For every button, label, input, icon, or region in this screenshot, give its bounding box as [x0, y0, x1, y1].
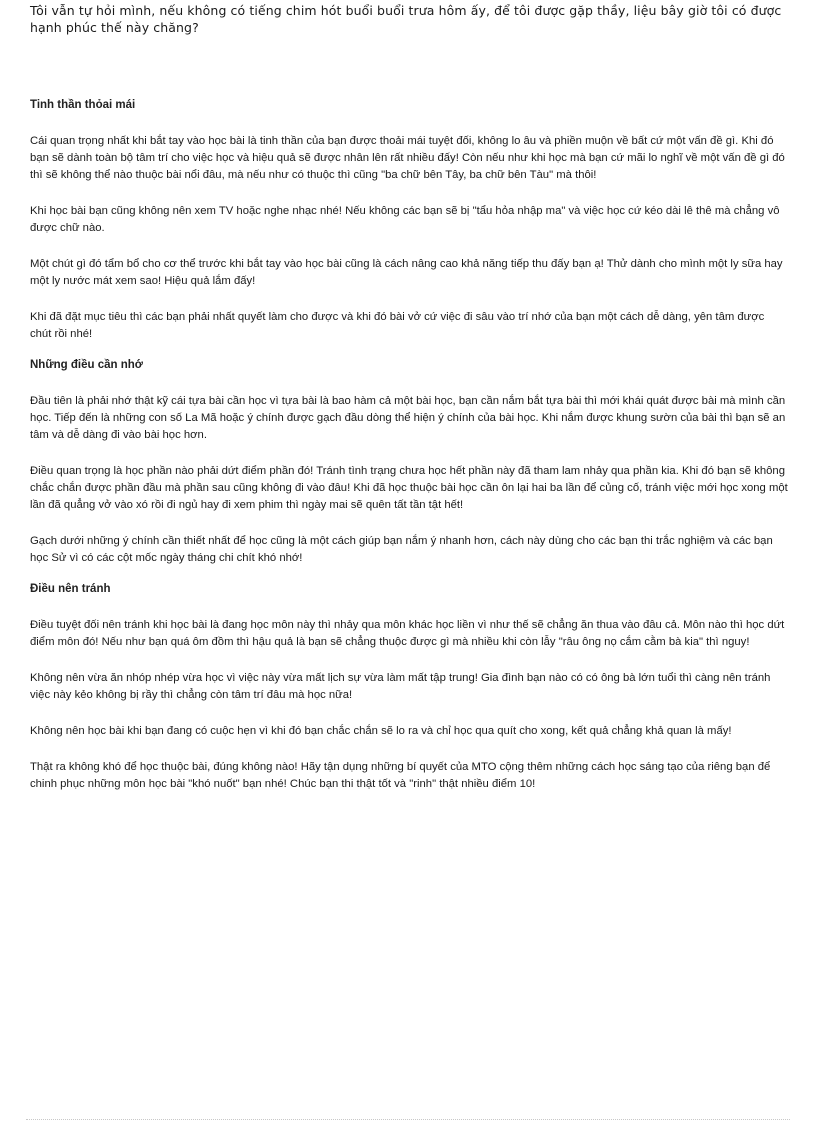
body-paragraph: Gạch dưới những ý chính cần thiết nhất để học cũng là một cách giúp bạn nắm ý nhanh hơn, cách này dùng cho các bạn thi trắc nghiệm và các bạn học Sử vì có các cột mốc ngày tháng chi chít khó nhớ!: [30, 535, 773, 564]
body-paragraph: Cái quan trọng nhất khi bắt tay vào học bài là tinh thần của bạn được thoải mái tuyệt đối, không lo âu và phiền muộn về bất cứ một vấn đề gì. Khi đó bạn sẽ dành toàn bộ tâm trí cho việc học và hiệu quả sẽ được nhân lên rất nhiều đấy! Còn nếu như khi học mà bạn cứ mãi lo nghĩ về một vấn đề gì đó thì sẽ không thể nào thuộc bài nổi đâu, mà nếu như có thuộc thì cũng "ba chữ bên Tây, ba chữ bên Tàu" mà thôi!: [30, 135, 785, 181]
body-paragraph: Điều tuyệt đối nên tránh khi học bài là đang học môn này thì nhảy qua môn khác học liền vì như thế sẽ chẳng ăn thua vào đâu cả. Môn nào thì học dứt điểm môn đó! Nếu như bạn quá ôm đồm thì hậu quả là bạn sẽ chẳng thuộc được gì mà nhiều khi còn lẫy "râu ông nọ cắm cằm bà kia" thì nguy!: [30, 619, 785, 648]
body-paragraph: Đầu tiên là phải nhớ thật kỹ cái tựa bài cần học vì tựa bài là bao hàm cả một bài học, bạn cần nắm bắt tựa bài thì mới khái quát được bài mà mình cần học. Tiếp đến là những con số La Mã hoặc ý chính được gạch đầu dòng thể hiện ý chính của bài học. Khi nắm được khung sườn của bài thì bạn sẽ an tâm và dễ dàng đi vào bài học hơn.: [30, 395, 786, 441]
body-paragraph: Khi học bài bạn cũng không nên xem TV hoặc nghe nhạc nhé! Nếu không các bạn sẽ bị "tẩu hỏa nhập ma" và việc học cứ kéo dài lê thê mà chẳng vô được chữ nào.: [30, 205, 780, 234]
body-paragraph: Thật ra không khó để học thuộc bài, đúng không nào! Hãy tận dụng những bí quyết của MTO cộng thêm những cách học sáng tạo của riêng bạn để chinh phục những môn học bài "khó nuốt" bạn nhé! Chúc bạn thi thật tốt và "rinh" thật nhiều điểm 10!: [30, 761, 771, 790]
document-page: [30, 2, 788, 793]
footer-dotted-rule: [26, 1119, 790, 1120]
body-paragraph: Không nên vừa ăn nhóp nhép vừa học vì việc này vừa mất lịch sự vừa làm mất tập trung! Gia đình bạn nào có có ông bà lớn tuổi thì càng nên tránh việc này kẻo không bị rầy thì chẳng còn tâm trí đâu mà học nữa!: [30, 672, 771, 701]
section-heading-things-to-avoid: Điều nên tránh: [30, 583, 111, 595]
section-heading-relaxed-spirit: Tinh thần thỏai mái: [30, 99, 136, 111]
section-heading-things-to-remember: Những điều cần nhớ: [30, 359, 143, 371]
intro-paragraph: Tôi vẫn tự hỏi mình, nếu không có tiếng chim hót buổi buổi trưa hôm ấy, để tôi được gặp thầy, liệu bây giờ tôi có được hạnh phúc thế này chăng?: [30, 3, 782, 35]
body-paragraph: Điều quan trọng là học phần nào phải dứt điểm phần đó! Tránh tình trạng chưa học hết phần này đã tham lam nhảy qua phần kia. Khi đó bạn sẽ không chắc chắn được phần đầu mà phần sau cũng không đi vào đâu! Khi đã học thuộc bài học cần ôn lại hai ba lần để củng cố, tránh việc mới học xong một lần đã quẳng vở vào xó rồi đi ngủ hay đi xem phim thì ngày mai sẽ quên tất tần tật hết!: [30, 465, 788, 511]
body-paragraph: Không nên học bài khi bạn đang có cuộc hẹn vì khi đó bạn chắc chắn sẽ lo ra và chỉ học qua quít cho xong, kết quả chẳng khả quan là mấy!: [30, 725, 732, 737]
body-paragraph: Một chút gì đó tẩm bổ cho cơ thể trước khi bắt tay vào học bài cũng là cách nâng cao khả năng tiếp thu đấy bạn ạ! Thử dành cho mình một ly sữa hay một ly nước mát xem sao! Hiệu quả lắm đấy!: [30, 258, 783, 287]
body-paragraph: Khi đã đặt mục tiêu thì các bạn phải nhất quyết làm cho được và khi đó bài vở cứ việc đi sâu vào trí nhớ của bạn một cách dễ dàng, yên tâm được chút rồi nhé!: [30, 311, 765, 340]
